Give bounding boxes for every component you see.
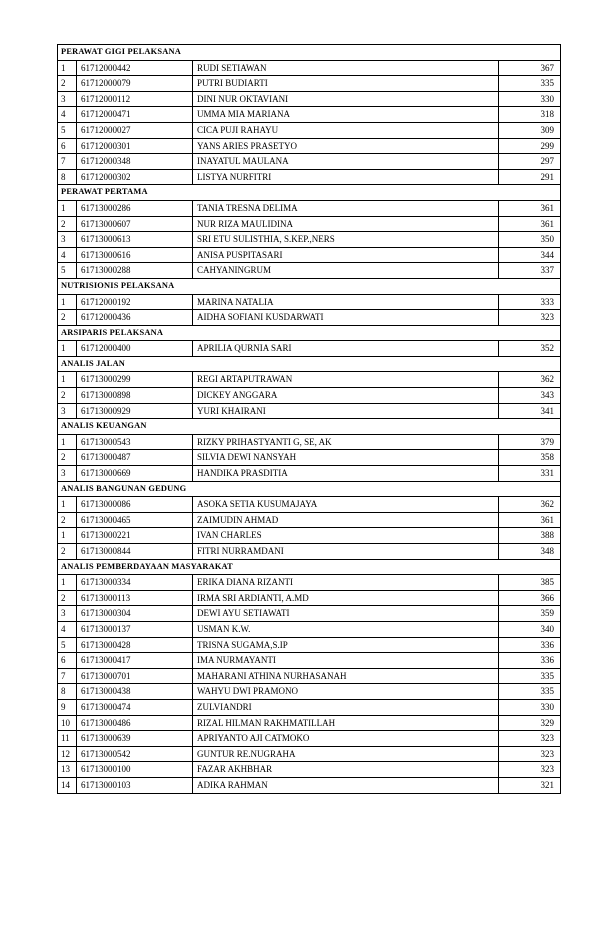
row-number: 8 [58,169,77,185]
table-row [58,372,561,388]
candidate-name: APRILIA QURNIA SARI [193,341,499,357]
row-number: 2 [58,512,77,528]
table-row [58,91,561,107]
table-row [58,653,561,669]
registration-number: 61712000112 [77,91,193,107]
row-number: 3 [58,91,77,107]
registration-number: 61713000288 [77,263,193,279]
registration-number: 61712000079 [77,76,193,92]
row-number: 1 [58,60,77,76]
row-number: 1 [58,294,77,310]
candidate-name: MARINA NATALIA [193,294,499,310]
score-value: 291 [499,169,561,185]
row-number: 2 [58,388,77,404]
row-number: 6 [58,138,77,154]
candidate-name: SRI ETU SULISTHIA, S.KEP.,NERS [193,232,499,248]
registration-number: 61713000543 [77,434,193,450]
score-value: 323 [499,746,561,762]
registration-number: 61713000639 [77,731,193,747]
table-row [58,684,561,700]
section-title: PERAWAT GIGI PELAKSANA [58,45,561,61]
table-row [58,575,561,591]
row-number: 4 [58,247,77,263]
candidate-name: DEWI AYU SETIAWATI [193,606,499,622]
row-number: 7 [58,154,77,170]
table-row [58,450,561,466]
row-number: 4 [58,621,77,637]
score-value: 358 [499,450,561,466]
registration-number: 61713000438 [77,684,193,700]
candidate-name: FITRI NURRAMDANI [193,544,499,560]
registration-number: 61713000113 [77,590,193,606]
score-value: 340 [499,621,561,637]
score-value: 388 [499,528,561,544]
registration-number: 61713000103 [77,777,193,793]
score-value: 362 [499,497,561,513]
row-number: 3 [58,232,77,248]
candidate-name: ERIKA DIANA RIZANTI [193,575,499,591]
candidate-name: IVAN CHARLES [193,528,499,544]
section-title: ANALIS BANGUNAN GEDUNG [58,481,561,497]
candidate-name: PUTRI BUDIARTI [193,76,499,92]
candidate-name: ASOKA SETIA KUSUMAJAYA [193,497,499,513]
candidate-name: IRMA SRI ARDIANTI, A.MD [193,590,499,606]
row-number: 1 [58,434,77,450]
table-row [58,232,561,248]
table-row [58,310,561,326]
registration-number: 61713000613 [77,232,193,248]
score-value: 348 [499,544,561,560]
score-value: 297 [499,154,561,170]
candidate-name: NUR RIZA MAULIDINA [193,216,499,232]
registration-number: 61712000302 [77,169,193,185]
registration-number: 61713000299 [77,372,193,388]
row-number: 11 [58,731,77,747]
table-row [58,777,561,793]
table-row [58,403,561,419]
table-row [58,76,561,92]
table-row [58,528,561,544]
table-row [58,154,561,170]
registration-number: 61713000898 [77,388,193,404]
score-value: 337 [499,263,561,279]
table-row [58,699,561,715]
table-row [58,341,561,357]
table-row [58,263,561,279]
registration-number: 61713000542 [77,746,193,762]
candidate-name: TRISNA SUGAMA,S.IP [193,637,499,653]
score-value: 323 [499,762,561,778]
score-value: 385 [499,575,561,591]
candidate-name: MAHARANI ATHINA NURHASANAH [193,668,499,684]
score-value: 361 [499,216,561,232]
row-number: 7 [58,668,77,684]
score-value: 336 [499,653,561,669]
registration-number: 61712000442 [77,60,193,76]
score-value: 341 [499,403,561,419]
section-header-row [58,45,561,61]
score-value: 330 [499,699,561,715]
registration-number: 61713000844 [77,544,193,560]
candidate-name: CICA PUJI RAHAYU [193,122,499,138]
table-row [58,544,561,560]
registration-number: 61713000334 [77,575,193,591]
candidate-name: DINI NUR OKTAVIANI [193,91,499,107]
table-row [58,200,561,216]
section-header-row [58,278,561,294]
table-row [58,388,561,404]
score-value: 366 [499,590,561,606]
section-title: ANALIS PEMBERDAYAAN MASYARAKAT [58,559,561,575]
row-number: 2 [58,76,77,92]
registration-number: 61713000100 [77,762,193,778]
candidate-name: USMAN K.W. [193,621,499,637]
score-value: 361 [499,200,561,216]
row-number: 2 [58,544,77,560]
table-row [58,715,561,731]
table-row [58,107,561,123]
candidate-name: FAZAR AKHBHAR [193,762,499,778]
registration-number: 61712000027 [77,122,193,138]
candidate-name: YURI KHAIRANI [193,403,499,419]
registration-number: 61713000086 [77,497,193,513]
row-number: 2 [58,310,77,326]
candidate-name: DICKEY ANGGARA [193,388,499,404]
registration-number: 61713000286 [77,200,193,216]
section-header-row [58,559,561,575]
candidate-name: RUDI SETIAWAN [193,60,499,76]
section-title: ARSIPARIS PELAKSANA [58,325,561,341]
table-row [58,637,561,653]
row-number: 10 [58,715,77,731]
registration-number: 61712000471 [77,107,193,123]
score-value: 352 [499,341,561,357]
registration-number: 61712000301 [77,138,193,154]
candidate-name: WAHYU DWI PRAMONO [193,684,499,700]
table-row [58,731,561,747]
table-row [58,138,561,154]
row-number: 6 [58,653,77,669]
registration-number: 61713000304 [77,606,193,622]
score-value: 362 [499,372,561,388]
score-value: 336 [499,637,561,653]
candidate-name: ANISA PUSPITASARI [193,247,499,263]
section-header-row [58,481,561,497]
table-row [58,590,561,606]
score-value: 367 [499,60,561,76]
score-value: 361 [499,512,561,528]
row-number: 1 [58,341,77,357]
score-value: 343 [499,388,561,404]
candidate-name: UMMA MIA MARIANA [193,107,499,123]
row-number: 9 [58,699,77,715]
row-number: 1 [58,200,77,216]
candidate-name: GUNTUR RE.NUGRAHA [193,746,499,762]
row-number: 3 [58,466,77,482]
table-row [58,746,561,762]
registration-number: 61713000487 [77,450,193,466]
registration-number: 61713000607 [77,216,193,232]
table-row [58,466,561,482]
candidate-name: REGI ARTAPUTRAWAN [193,372,499,388]
score-value: 333 [499,294,561,310]
table-row [58,621,561,637]
registration-number: 61713000474 [77,699,193,715]
registration-number: 61713000417 [77,653,193,669]
row-number: 2 [58,216,77,232]
registration-number: 61713000616 [77,247,193,263]
row-number: 2 [58,450,77,466]
registration-number: 61712000400 [77,341,193,357]
row-number: 13 [58,762,77,778]
candidate-score-table [57,44,561,794]
score-value: 379 [499,434,561,450]
table-row [58,668,561,684]
row-number: 12 [58,746,77,762]
row-number: 14 [58,777,77,793]
table-body [58,45,561,794]
registration-number: 61713000486 [77,715,193,731]
score-value: 323 [499,310,561,326]
row-number: 3 [58,403,77,419]
score-value: 335 [499,684,561,700]
score-value: 350 [499,232,561,248]
candidate-name: TANIA TRESNA DELIMA [193,200,499,216]
candidate-name: LISTYA NURFITRI [193,169,499,185]
score-value: 331 [499,466,561,482]
candidate-name: INAYATUL MAULANA [193,154,499,170]
row-number: 5 [58,122,77,138]
candidate-name: RIZAL HILMAN RAKHMATILLAH [193,715,499,731]
table-row [58,762,561,778]
row-number: 3 [58,606,77,622]
registration-number: 61712000436 [77,310,193,326]
score-value: 335 [499,76,561,92]
row-number: 1 [58,575,77,591]
candidate-name: APRIYANTO AJI CATMOKO [193,731,499,747]
score-value: 330 [499,91,561,107]
section-title: ANALIS KEUANGAN [58,419,561,435]
score-value: 329 [499,715,561,731]
section-header-row [58,419,561,435]
table-row [58,122,561,138]
table-row [58,294,561,310]
candidate-name: SILVIA DEWI NANSYAH [193,450,499,466]
candidate-name: CAHYANINGRUM [193,263,499,279]
section-title: NUTRISIONIS PELAKSANA [58,278,561,294]
section-header-row [58,356,561,372]
score-value: 299 [499,138,561,154]
score-value: 321 [499,777,561,793]
registration-number: 61712000348 [77,154,193,170]
table-row [58,169,561,185]
candidate-name: HANDIKA PRASDITIA [193,466,499,482]
candidate-name: ZULVIANDRI [193,699,499,715]
candidate-name: YANS ARIES PRASETYO [193,138,499,154]
score-value: 309 [499,122,561,138]
score-value: 344 [499,247,561,263]
registration-number: 61713000701 [77,668,193,684]
registration-number: 61712000192 [77,294,193,310]
row-number: 1 [58,528,77,544]
candidate-name: AIDHA SOFIANI KUSDARWATI [193,310,499,326]
table-row [58,216,561,232]
table-row [58,512,561,528]
row-number: 1 [58,372,77,388]
row-number: 5 [58,637,77,653]
candidate-name: RIZKY PRIHASTYANTI G, SE, AK [193,434,499,450]
table-row [58,60,561,76]
registration-number: 61713000465 [77,512,193,528]
row-number: 1 [58,497,77,513]
row-number: 4 [58,107,77,123]
registration-number: 61713000137 [77,621,193,637]
table-row [58,606,561,622]
score-value: 318 [499,107,561,123]
score-value: 323 [499,731,561,747]
registration-number: 61713000428 [77,637,193,653]
registration-number: 61713000221 [77,528,193,544]
section-header-row [58,325,561,341]
score-value: 335 [499,668,561,684]
candidate-name: ADIKA RAHMAN [193,777,499,793]
candidate-name: ZAIMUDIN AHMAD [193,512,499,528]
section-title: PERAWAT PERTAMA [58,185,561,201]
row-number: 8 [58,684,77,700]
section-title: ANALIS JALAN [58,356,561,372]
score-value: 359 [499,606,561,622]
section-header-row [58,185,561,201]
candidate-name: IMA NURMAYANTI [193,653,499,669]
registration-number: 61713000929 [77,403,193,419]
table-row [58,247,561,263]
row-number: 2 [58,590,77,606]
table-row [58,434,561,450]
row-number: 5 [58,263,77,279]
registration-number: 61713000669 [77,466,193,482]
table-row [58,497,561,513]
